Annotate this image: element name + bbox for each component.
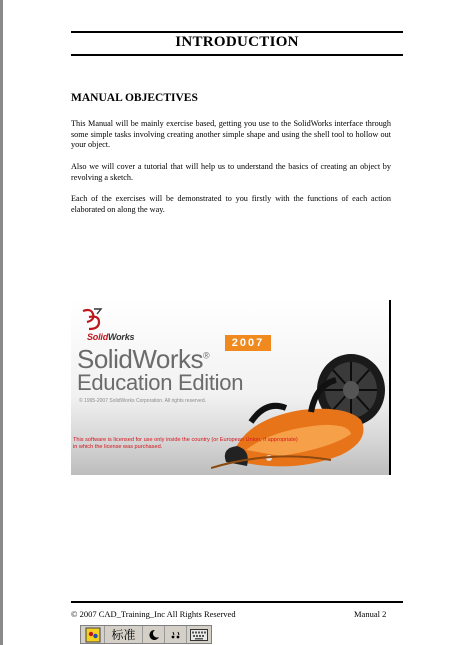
half-moon-icon[interactable]: [143, 626, 165, 643]
input-mode-button[interactable]: 标准: [105, 626, 143, 643]
header-bottom-rule: [71, 54, 403, 56]
solidworks-brand: SolidWorks: [87, 332, 135, 342]
solidworks-splash-image: [71, 300, 391, 475]
splash-copyright: © 1995-2007 SolidWorks Corporation. All rights reserved.: [79, 398, 206, 404]
header-top-rule: [71, 31, 403, 33]
ime-toolbar[interactable]: [80, 625, 212, 644]
paragraph-3: Each of the exercises will be demonstrated to you firstly with the functions of each action elaborated on along the way.: [71, 194, 391, 214]
section-heading: MANUAL OBJECTIVES: [71, 92, 198, 104]
ds-logo-icon: [77, 305, 107, 335]
product-name: SolidWorks®: [77, 344, 210, 374]
edition-name: Education Edition: [77, 370, 244, 395]
license-notice: This software is licensed for use only inside the country (or European Union, if appropriate) in which the license was purchased.: [73, 437, 298, 450]
soft-keyboard-icon[interactable]: [187, 626, 211, 643]
sea-scooter-illustration: [211, 350, 391, 475]
page-title: INTRODUCTION: [175, 34, 299, 50]
paragraph-2: Also we will cover a tutorial that will help us to understand the basics of creating an object by revolving a sketch.: [71, 162, 391, 182]
version-year-badge: 2007: [225, 335, 271, 351]
paragraph-1: This Manual will be mainly exercise based, getting you use to the SolidWorks interface through some simple tasks involving creating another simple shape and using the shell tool to hollow out your object.: [71, 119, 391, 150]
ime-logo-icon[interactable]: [81, 626, 105, 643]
footer-copyright: © 2007 CAD_Training_Inc All Rights Reserved: [71, 609, 236, 619]
punctuation-icon[interactable]: [165, 626, 187, 643]
footer-rule: [71, 601, 403, 603]
footer-page-label: Manual 2: [354, 609, 387, 619]
